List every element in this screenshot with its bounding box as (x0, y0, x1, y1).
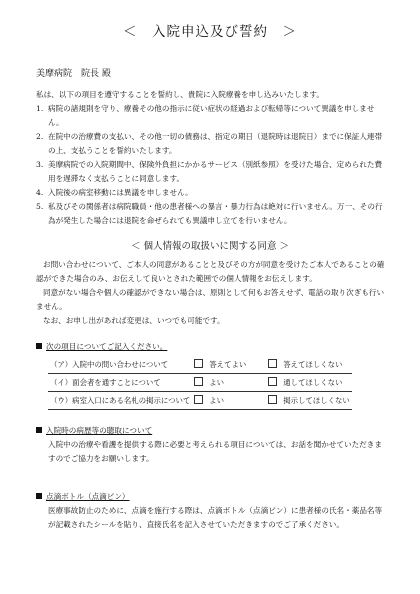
checkbox-icon[interactable] (194, 377, 203, 386)
consent-option-1[interactable] (192, 356, 266, 374)
pledge-number: 3. (36, 160, 44, 169)
pledge-item (36, 158, 388, 186)
checkbox-icon[interactable] (268, 395, 277, 404)
consent-table (48, 356, 352, 410)
history-text: 入院中の治療や看護を提供する際に必要と考えられる項目については、お話を聞かせていただきますのでご協力をお願いします。 (48, 440, 382, 463)
privacy-paragraph-3: なお、お申し出があれば変更は、いつでも可能です。 (43, 316, 225, 325)
iv-bottle-heading (36, 491, 130, 502)
checkbox-icon[interactable] (194, 359, 203, 368)
square-bullet-icon (36, 427, 42, 433)
addressee: 美摩病院 院長 殿 (36, 69, 111, 79)
consent-option-2[interactable] (266, 374, 352, 392)
pledge-text: 美摩病院での入院期間中、保険外負担にかかるサービス（別紙参照）を受けた場合、定められた費用を遅滞なく支払うことに同意します。 (48, 160, 383, 183)
privacy-section-title: ＜ 個人情報の取扱いに関する同意 ＞ (130, 241, 290, 252)
consent-option-2[interactable] (266, 356, 352, 374)
pledge-number: 2. (36, 132, 44, 141)
checkbox-icon[interactable] (268, 377, 277, 386)
pledge-item (36, 130, 388, 158)
option-label: 答えてほしくない (283, 360, 343, 369)
checkbox-icon[interactable] (268, 359, 277, 368)
pledge-item (36, 102, 388, 130)
consent-row (48, 356, 352, 374)
history-heading (36, 425, 152, 436)
option-label: 掲示してほしくない (283, 396, 350, 405)
page-title: ＜ 入院申込及び誓約 ＞ (123, 24, 297, 40)
privacy-paragraph-2: 同意がない場合や個人の確認ができない場合は、原則として何もお答えせず、電話の取り次ぎも行いません。 (36, 288, 385, 311)
option-label: よい (209, 378, 225, 387)
option-label: 答えてよい (209, 360, 247, 369)
pledge-item (36, 200, 388, 228)
pledge-item (36, 186, 388, 200)
option-label: よい (209, 396, 225, 405)
consent-row-label: （イ）面会者を通すことについて (48, 374, 192, 392)
square-bullet-icon (36, 343, 42, 349)
consent-option-1[interactable] (192, 392, 266, 410)
pledge-number: 1. (36, 104, 44, 113)
consent-option-2[interactable] (266, 392, 352, 410)
iv-bottle-text: 医療事故防止のために、点滴を施行する際は、点滴ボトル（点滴ビン）に患者様の氏名・薬品名等が記載されたシールを貼り、直接氏名を記入させていただきますのでご了承ください。 (48, 506, 383, 529)
pledge-text: 入院後の病室移動には異議を申しません。 (48, 188, 193, 197)
consent-heading-text: 次の項目についてご記入ください。 (46, 342, 168, 351)
option-label: 通してほしくない (283, 378, 343, 387)
consent-row (48, 392, 352, 410)
consent-heading (36, 341, 167, 352)
consent-row-label: （ウ）病室入口にある名札の掲示について (48, 392, 192, 410)
square-bullet-icon (36, 493, 42, 499)
pledge-number: 4. (36, 188, 44, 197)
consent-option-1[interactable] (192, 374, 266, 392)
pledge-number: 5. (36, 202, 44, 211)
pledge-text: 私及びその関係者は病院職員・他の患者様への暴言・暴力行為は絶対に行いません。万一、その行為が発生した場合には退院を命ぜられても異議申し立てを行いません。 (48, 202, 383, 225)
consent-row (48, 374, 352, 392)
intro-text: 私は、以下の項目を遵守することを誓約し、貴院に入院療養を申し込みいたします。 (36, 90, 324, 99)
privacy-text (36, 258, 386, 328)
consent-row-label: （ア）入院中の問い合わせについて (48, 356, 192, 374)
privacy-paragraph-1: お問い合わせについて、ご本人の同意があることと及びその方が同意を受けたご本人であることの確認ができた場合のみ、お伝えして良いとされた範囲での個人情報をお伝えします。 (36, 260, 385, 283)
history-heading-text: 入院時の病歴等の聴取について (46, 426, 153, 435)
checkbox-icon[interactable] (194, 395, 203, 404)
iv-bottle-heading-text: 点滴ボトル（点滴ビン） (46, 492, 130, 501)
pledge-text: 在院中の治療費の支払い、その他一切の債務は、指定の期日（退院時は退院日）までに保証人連帯の上、支払うことを誓約いたします。 (48, 132, 383, 155)
pledge-text: 病院の諸規則を守り、療養その他の指示に従い症状の経過および転帰等について異議を申しません。 (48, 104, 375, 127)
pledge-list (36, 102, 388, 228)
